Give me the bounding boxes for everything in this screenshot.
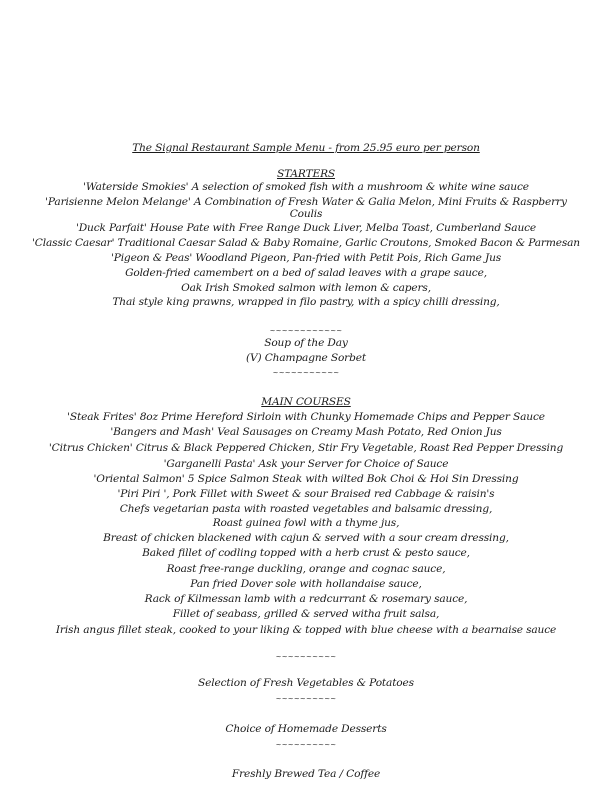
menu-title: The Signal Restaurant Sample Menu - from 25.95 euro per person xyxy=(132,142,480,154)
starter-item: 'Duck Parfait' House Pate with Free Range Duck Liver, Melba Toast, Cumberland Sauce xyxy=(75,222,537,234)
main-course-item: Chefs vegetarian pasta with roasted vegetables and balsamic dressing, xyxy=(119,503,493,515)
separator: ~~~~~~~~~~~~ xyxy=(269,327,343,335)
main-course-item: Roast guinea fowl with a thyme jus, xyxy=(212,517,400,529)
starters-heading: STARTERS xyxy=(276,168,336,180)
starter-item: Thai style king prawns, wrapped in filo pastry, with a spicy chilli dressing, xyxy=(112,296,500,308)
sides-line: Selection of Fresh Vegetables & Potatoes xyxy=(198,677,414,689)
starter-item: 'Classic Caesar' Traditional Caesar Salad & Baby Romaine, Garlic Croutons, Smoked Bacon & Parmesan xyxy=(32,237,580,249)
starter-item: 'Waterside Smokies' A selection of smoked fish with a mushroom & white wine sauce xyxy=(83,181,529,193)
separator: ~~~~~~~~~~ xyxy=(275,741,337,749)
main-course-item: 'Citrus Chicken' Citrus & Black Peppered Chicken, Stir Fry Vegetable, Roast Red Pepper Dressing xyxy=(48,442,564,454)
main-course-item: Breast of chicken blackened with cajun & served with a sour cream dressing, xyxy=(103,532,509,544)
separator: ~~~~~~~~~~ xyxy=(275,653,337,661)
separator: ~~~~~~~~~~ xyxy=(275,695,337,703)
main-course-item: 'Garganelli Pasta' Ask your Server for Choice of Sauce xyxy=(163,458,449,470)
main-course-item: 'Bangers and Mash' Veal Sausages on Creamy Mash Potato, Red Onion Jus xyxy=(110,426,502,438)
intermediate-item: (V) Champagne Sorbet xyxy=(246,352,366,364)
starter-item: Oak Irish Smoked salmon with lemon & capers, xyxy=(181,282,431,294)
main-course-item: 'Piri Piri ', Pork Fillet with Sweet & sour Braised red Cabbage & raisin's xyxy=(117,488,495,500)
beverages-line: Freshly Brewed Tea / Coffee xyxy=(231,768,381,780)
main-course-item: Baked fillet of codling topped with a herb crust & pesto sauce, xyxy=(142,547,470,559)
main-course-item: Rack of Kilmessan lamb with a redcurrant & rosemary sauce, xyxy=(144,593,468,605)
main-course-item: 'Steak Frites' 8oz Prime Hereford Sirloin with Chunky Homemade Chips and Pepper Sauce xyxy=(67,411,545,423)
separator: ~~~~~~~~~~~ xyxy=(272,369,340,377)
starter-item: Golden-fried camembert on a bed of salad leaves with a grape sauce, xyxy=(125,267,487,279)
main-course-item: 'Oriental Salmon' 5 Spice Salmon Steak with wilted Bok Choi & Hoi Sin Dressing xyxy=(93,473,519,485)
main-course-item: Fillet of seabass, grilled & served witha fruit salsa, xyxy=(172,608,440,620)
starter-item: 'Parisienne Melon Melange' A Combination of Fresh Water & Galia Melon, Mini Fruits & Raspberry xyxy=(45,196,567,208)
intermediate-item: Soup of the Day xyxy=(264,337,348,349)
main-courses-heading: MAIN COURSES xyxy=(261,396,351,408)
main-course-item: Pan fried Dover sole with hollandaise sauce, xyxy=(190,578,422,590)
desserts-line: Choice of Homemade Desserts xyxy=(225,723,387,735)
starter-item: 'Pigeon & Peas' Woodland Pigeon, Pan-fried with Petit Pois, Rich Game Jus xyxy=(110,252,502,264)
main-course-item: Irish angus fillet steak, cooked to your liking & topped with blue cheese with a bearnaise sauce xyxy=(55,624,557,636)
starter-item: Coulis xyxy=(289,208,323,220)
main-course-item: Roast free-range duckling, orange and cognac sauce, xyxy=(166,563,446,575)
